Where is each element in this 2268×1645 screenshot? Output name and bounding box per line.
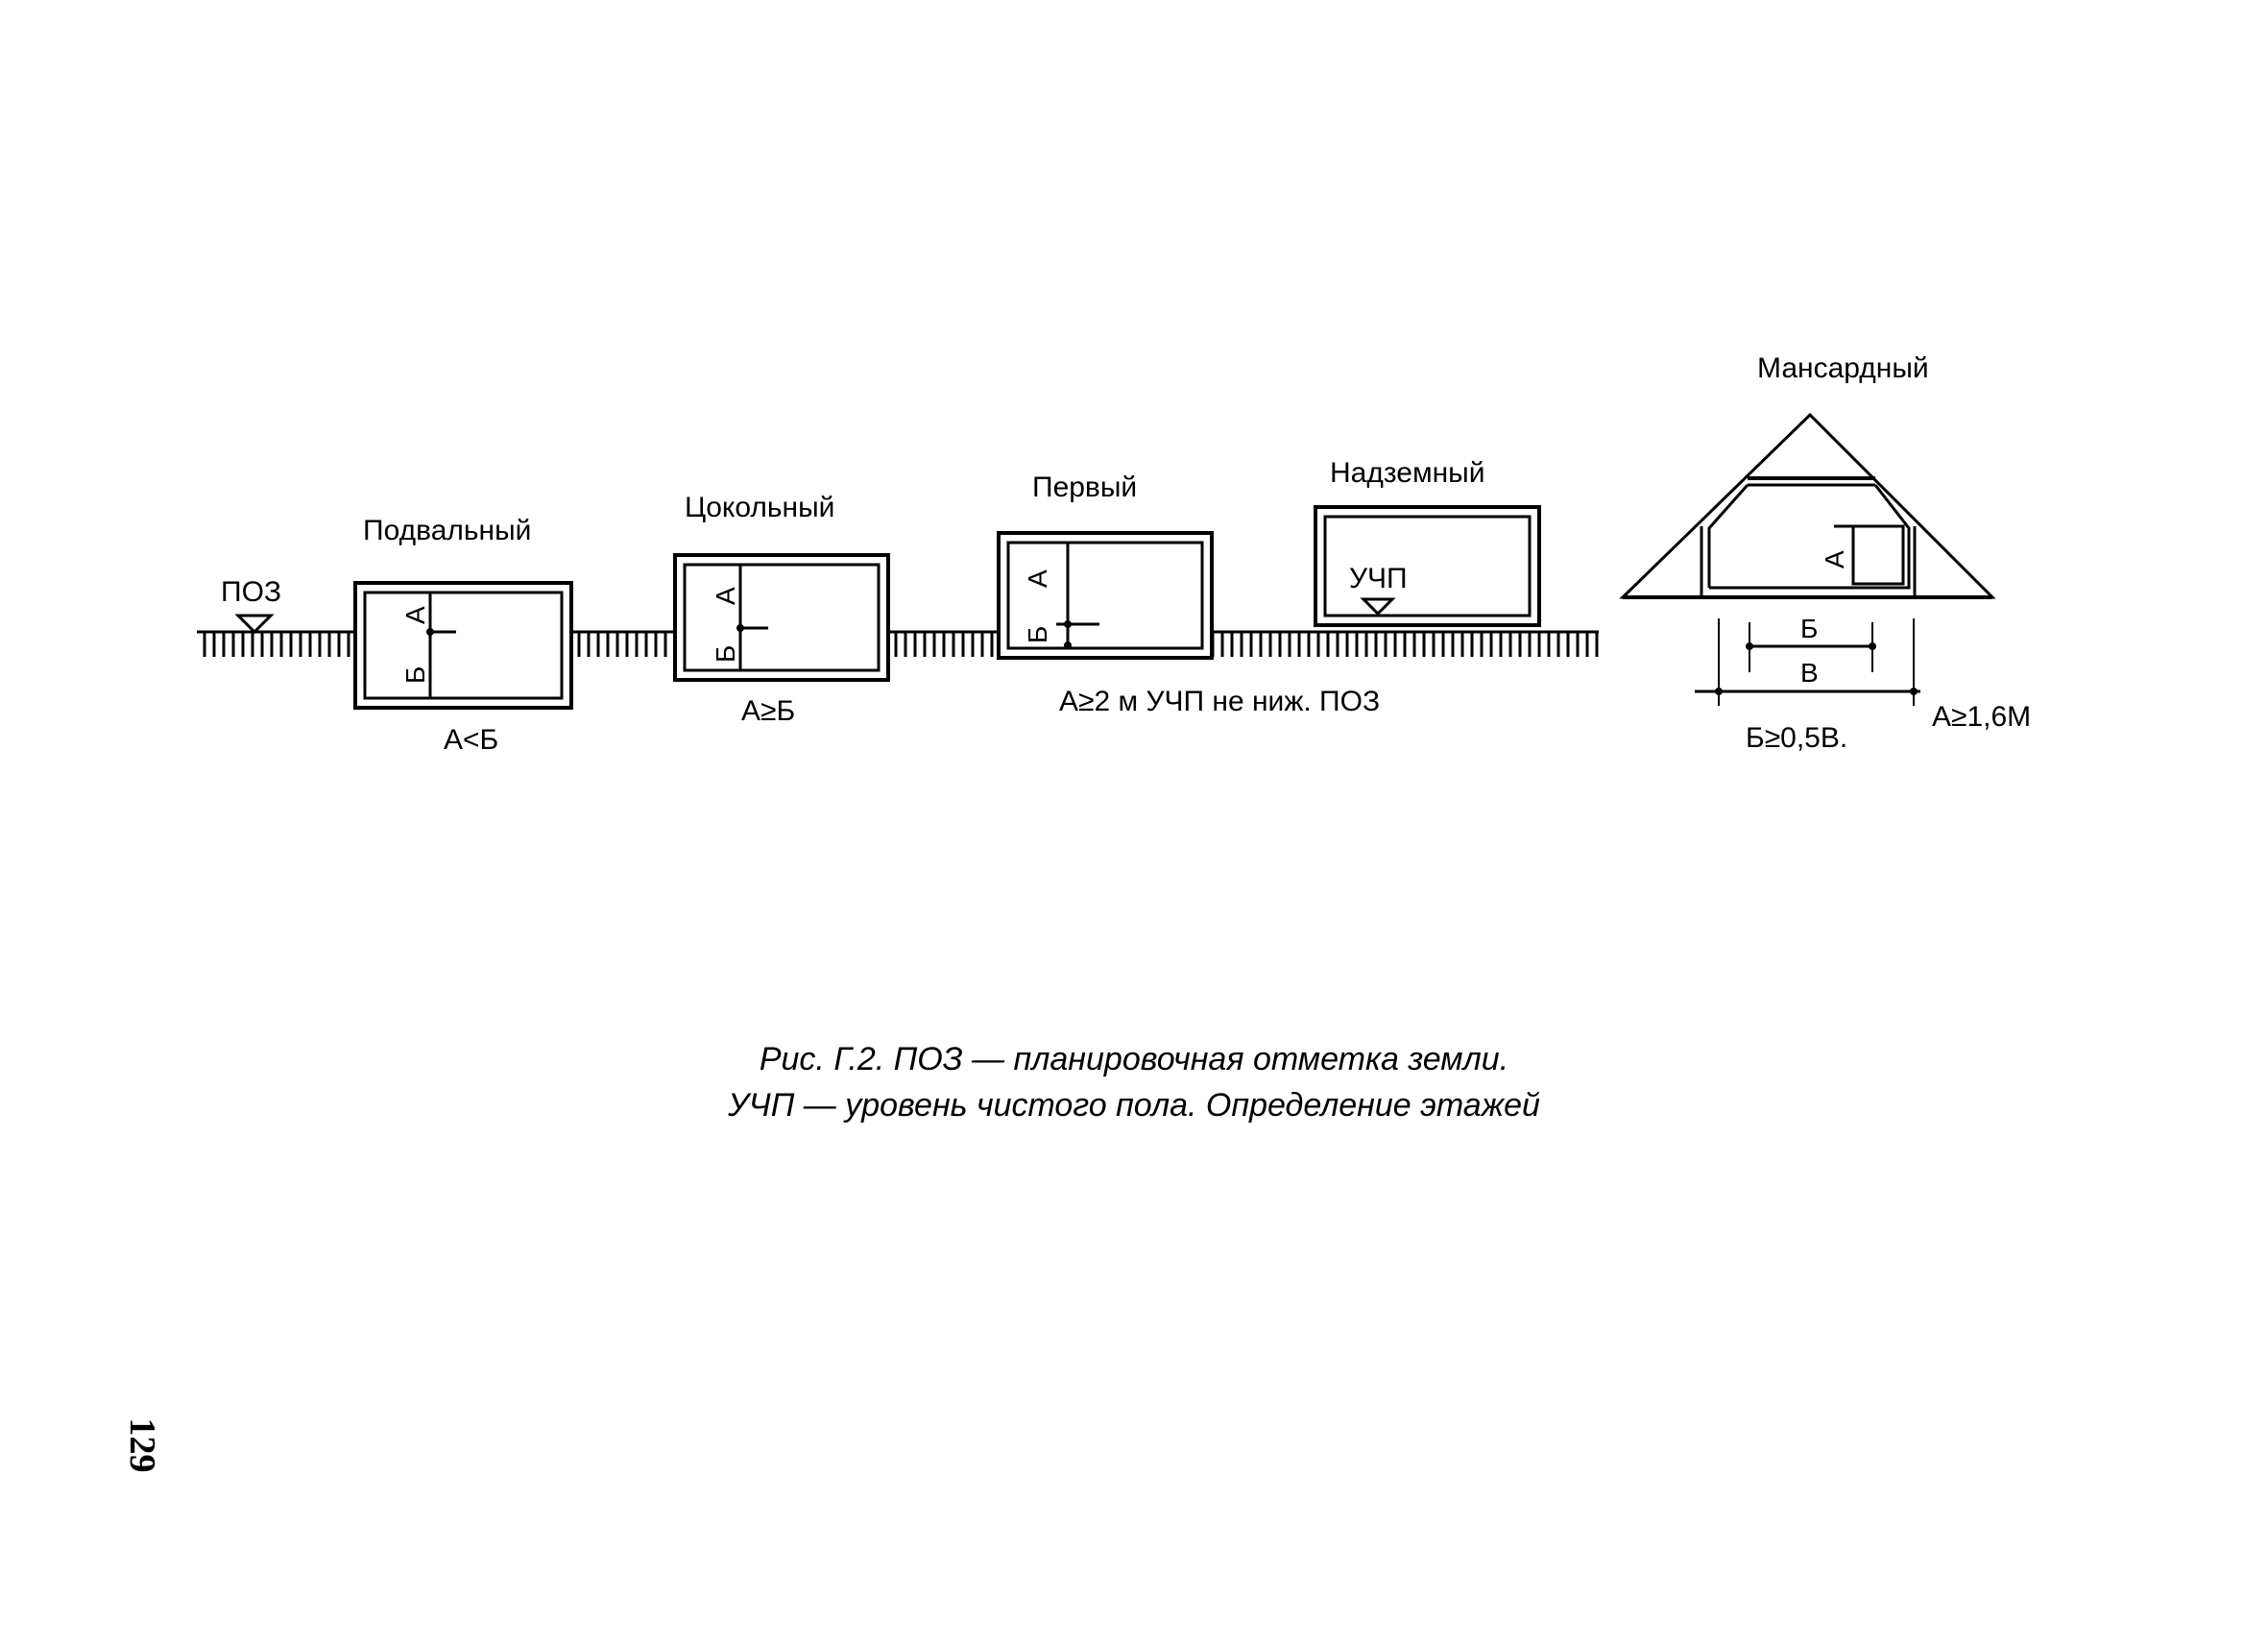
page-number: 129	[122, 1417, 162, 1473]
ground-level-label: ПОЗ	[221, 576, 282, 608]
plinth-a-letter: А	[711, 587, 740, 605]
floor-level-label: УЧП	[1349, 563, 1408, 594]
plinth-title: Цокольный	[685, 492, 835, 523]
attic-b-condition: Б≥0,5В.	[1746, 722, 1848, 754]
plinth-condition: А≥Б	[741, 695, 796, 727]
attic-diagram	[1623, 352, 2031, 754]
figure-caption-line-1: Рис. Г.2. ПОЗ — планировочная отметка земли.	[759, 1041, 1509, 1077]
basement-condition: А<Б	[444, 724, 499, 756]
basement-a-letter: А	[400, 606, 430, 624]
figure-caption-line-2: УЧП — уровень чистого пола. Определение этажей	[728, 1087, 1540, 1124]
aboveground-title: Надземный	[1330, 457, 1485, 489]
plinth-diagram	[675, 492, 888, 727]
attic-title: Мансардный	[1757, 352, 1929, 384]
plinth-b-letter: Б	[711, 644, 740, 663]
attic-a-letter: А	[1820, 550, 1849, 568]
aboveground-diagram	[1315, 457, 1539, 625]
first-title: Первый	[1032, 472, 1138, 503]
ground-level-marker	[221, 576, 281, 632]
first-b-letter: Б	[1023, 625, 1052, 643]
attic-a-condition: А≥1,6М	[1932, 701, 2032, 733]
first-condition: А≥2 м УЧП не ниж. ПОЗ	[1059, 686, 1381, 717]
first-a-letter: А	[1023, 569, 1052, 588]
basement-diagram	[355, 515, 571, 756]
attic-b-letter: Б	[1800, 614, 1819, 643]
basement-title: Подвальный	[363, 515, 532, 546]
basement-b-letter: Б	[400, 665, 430, 684]
attic-v-letter: В	[1800, 658, 1819, 688]
